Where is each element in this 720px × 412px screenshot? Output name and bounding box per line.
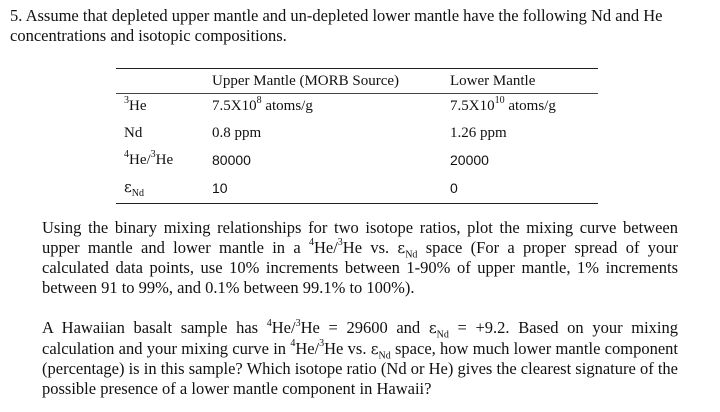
row-label-he3: $^3$He — [124, 94, 147, 114]
table-row-he-ratio — [116, 148, 598, 175]
table-header-lower-mantle: Lower Mantle — [442, 69, 598, 94]
cell-lower-he3: $7.5X10^{10}$ atoms/g — [450, 94, 556, 114]
cell-lower-nd: 1.26 ppm — [450, 124, 507, 141]
table-row-epsilon-nd — [116, 175, 598, 204]
table-row-he3 — [116, 94, 598, 122]
question-intro-text: Assume that depleted upper mantle and un-depleted lower mantle have the following Nd and He concentrations and isotopic compositions. — [10, 6, 663, 45]
row-label-epsilon-nd: $\varepsilon_{Nd}$ — [116, 175, 204, 204]
cell-upper-he-ratio: 80000 — [212, 152, 251, 168]
cell-lower-epsilon-nd: 0 — [442, 175, 598, 204]
row-label-nd: Nd — [124, 124, 143, 141]
cell-upper-epsilon-nd: 10 — [204, 175, 442, 204]
table-header-upper-mantle: Upper Mantle (MORB Source) — [204, 69, 442, 94]
question-intro — [10, 6, 700, 46]
cell-upper-nd: 0.8 ppm — [212, 124, 262, 141]
row-label-he-ratio: $^4$He/$^3$He — [124, 148, 174, 168]
mantle-data-table — [116, 68, 598, 204]
table-header-row — [116, 69, 598, 94]
question-number: 5. — [10, 6, 23, 25]
cell-upper-he3: $7.5X10^8$ atoms/g — [212, 94, 313, 114]
instruction-paragraph: Using the binary mixing relationships for two isotope ratios, plot the mixing curve between upper mantle and lower mantle in a $^4$He/$^3$He vs. $\varepsilon_{Nd}$ space (For a proper spread of your calculated data points, use 10% increments between 1-90% of upper mantle, 1% increments between 91 to 99%, and 0.1% between 99.1% to 100%). — [42, 218, 678, 297]
cell-lower-he-ratio: 20000 — [450, 152, 489, 168]
table-header-blank — [116, 69, 204, 94]
hawaii-question-paragraph: A Hawaiian basalt sample has $^4$He/$^3$He = 29600 and $\varepsilon_{Nd} = +9.2$. Based on your mixing calculation and your mixing curve in $^4$He/$^3$He vs. $\varepsilon_{Nd}$ space, how much lower mantle component (percentage) is in this sample? Which isotope ratio (Nd or He) gives the clearest signature of the possible presence of a lower mantle component in Hawaii? — [42, 317, 678, 398]
table-row-nd — [116, 121, 598, 148]
